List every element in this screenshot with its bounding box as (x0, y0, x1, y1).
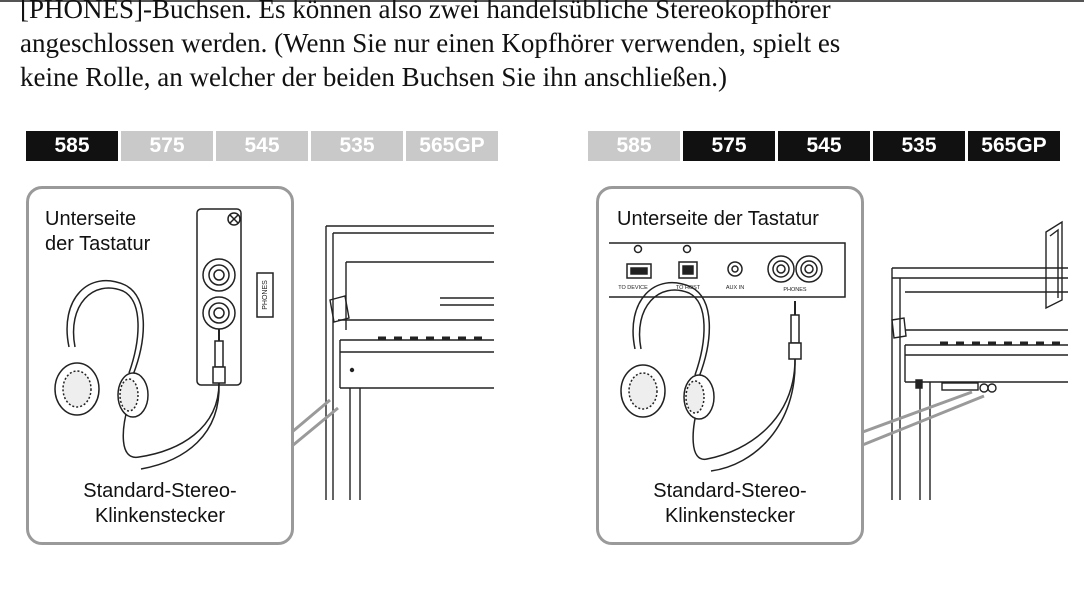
caption-line: Standard-Stereo- (83, 480, 237, 502)
model-badge: 535 (311, 131, 403, 161)
callout-caption (599, 479, 861, 529)
paragraph-line: keine Rolle, an welcher der beiden Buchsen Sie ihn anschließen.) (20, 62, 728, 92)
model-badge: 545 (216, 131, 308, 161)
right-piano-drawing (860, 222, 1068, 500)
left-callout (26, 186, 294, 545)
model-badge: 585 (26, 131, 118, 161)
callout-title-line: der Tastatur (45, 233, 151, 255)
phones-jack-label: PHONES (261, 280, 269, 310)
left-headphone-jack-drawing (29, 189, 291, 479)
model-badge: 585 (588, 131, 680, 161)
right-headphone-jack-drawing (599, 189, 861, 479)
caption-line: Klinkenstecker (94, 505, 226, 527)
port-label: TO HOST (675, 285, 701, 291)
paragraph-line: angeschlossen werden. (Wenn Sie nur einen Kopfhörer verwenden, spielt es (20, 28, 841, 58)
right-callout (596, 186, 864, 545)
model-badge: 575 (683, 131, 775, 161)
paragraph-line: [PHONES]-Buchsen. Es können also zwei handelsübliche Stereokopfhörer (20, 0, 831, 24)
callout-caption (29, 479, 291, 529)
model-badge: 545 (778, 131, 870, 161)
callout-title-line: Unterseite (45, 208, 137, 230)
port-label: PHONES (783, 287, 807, 293)
model-badge: 565GP (406, 131, 498, 161)
callout-title: Unterseite der Tastatur (617, 208, 819, 230)
caption-line: Standard-Stereo- (653, 480, 807, 502)
model-badge: 535 (873, 131, 965, 161)
left-piano-drawing (292, 226, 494, 500)
model-badge: 565GP (968, 131, 1060, 161)
port-label: TO DEVICE (618, 285, 648, 291)
port-label: AUX IN (725, 285, 745, 291)
caption-line: Klinkenstecker (664, 505, 796, 527)
model-badge: 575 (121, 131, 213, 161)
